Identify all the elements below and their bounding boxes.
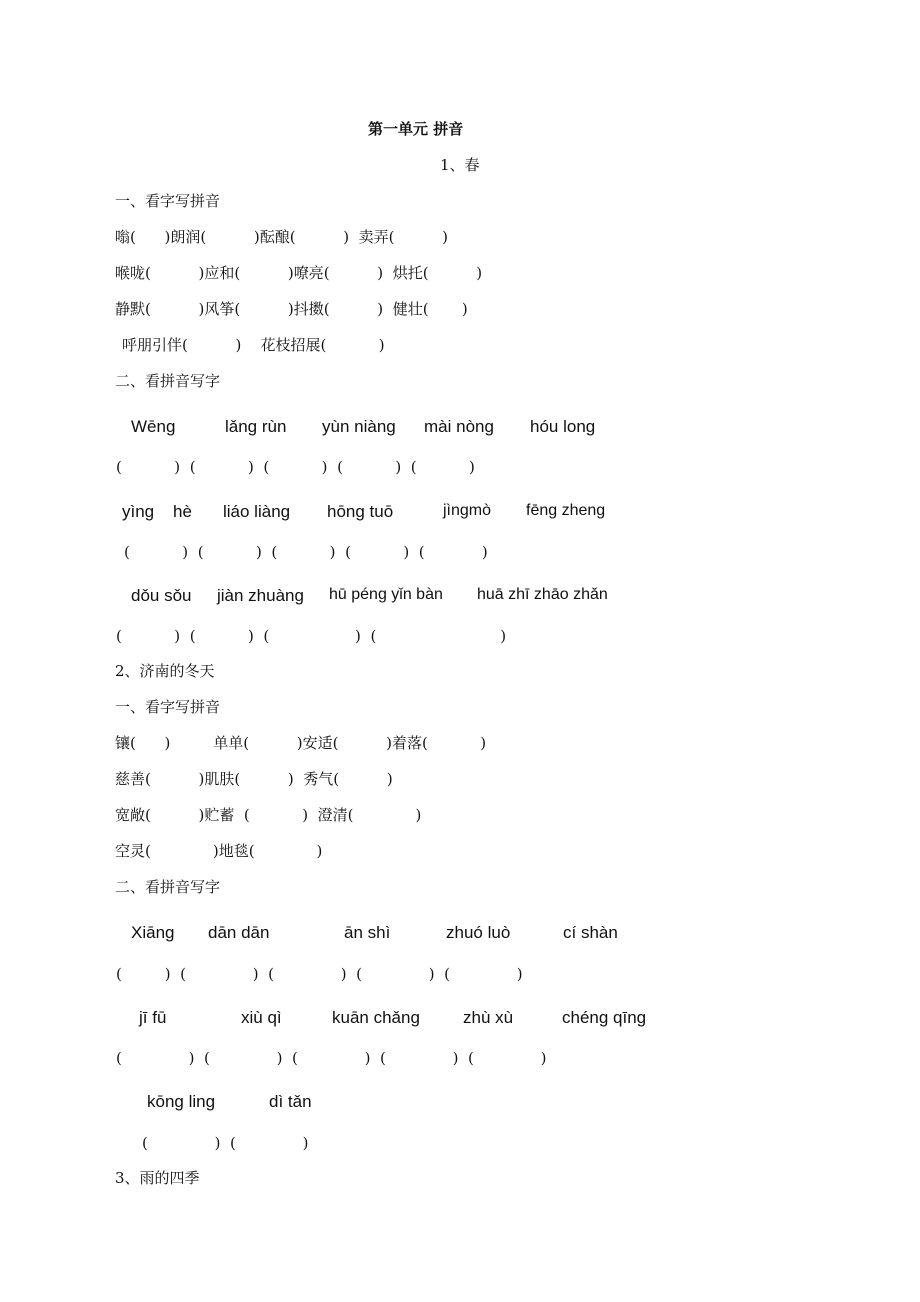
answer-blank-row: ( ) ( ) ( ) ( ) <box>116 627 507 645</box>
pinyin-word: dǒu sǒu <box>131 586 192 605</box>
pinyin-word: fēng zheng <box>526 502 606 519</box>
pinyin-word: huā zhī zhāo zhǎn <box>477 586 608 603</box>
lesson-2-char-line-3: 宽敞( )贮蓄 ( ) 澄清( ) <box>115 806 422 824</box>
pinyin-word: liáo liàng <box>223 502 291 521</box>
pinyin-word: yùn niàng <box>322 417 396 436</box>
pinyin-word: dì tǎn <box>269 1092 312 1111</box>
answer-blank-row: ( ) ( ) <box>142 1134 309 1152</box>
pinyin-word: mài nòng <box>424 417 494 436</box>
answer-blank-row: ( ) ( ) ( ) ( ) ( ) <box>124 543 488 561</box>
lesson-1-title: 1、春 <box>440 156 480 174</box>
answer-blank-row: ( ) ( ) ( ) ( ) ( ) <box>116 1049 547 1067</box>
pinyin-word: jìngmò <box>443 502 492 519</box>
answer-blank-row: ( ) ( ) ( ) ( ) ( ) <box>116 965 523 983</box>
pinyin-word: kuān chǎng <box>332 1008 420 1027</box>
lesson-1-char-line-2: 喉咙( )应和( )嘹亮( ) 烘托( ) <box>115 264 483 282</box>
pinyin-word: zhuó luò <box>446 923 511 942</box>
lesson-2-char-line-1: 镶( ) 单单( )安适( )着落( ) <box>115 734 487 752</box>
lesson-1-section-2-heading: 二、看拼音写字 <box>115 372 221 390</box>
lesson-3-title: 3、雨的四季 <box>115 1169 200 1187</box>
pinyin-word: hè <box>173 502 192 521</box>
pinyin-word: hóu long <box>530 417 596 436</box>
pinyin-word: dān dān <box>208 923 270 942</box>
lesson-1-char-line-3: 静默( )风筝( )抖擞( ) 健壮( ) <box>115 300 468 318</box>
pinyin-word: hōng tuō <box>327 502 394 521</box>
lesson-2-char-line-4: 空灵( )地毯( ) <box>115 842 323 860</box>
lesson-2-title: 2、济南的冬天 <box>115 662 215 680</box>
lesson-1-section-1-heading: 一、看字写拼音 <box>115 192 221 210</box>
lesson-2-char-line-2: 慈善( )肌肤( ) 秀气( ) <box>115 770 393 788</box>
pinyin-word: Wēng <box>131 417 176 436</box>
lesson-1-char-line-4: 呼朋引伴( ) 花枝招展( ) <box>122 336 385 354</box>
pinyin-word: jiàn zhuàng <box>217 586 304 605</box>
pinyin-word: jī fū <box>139 1008 167 1027</box>
unit-title: 第一单元 拼音 <box>368 120 464 138</box>
pinyin-word: Xiāng <box>131 923 175 942</box>
pinyin-word: yìng <box>122 502 155 521</box>
lesson-2-section-2-heading: 二、看拼音写字 <box>115 878 221 896</box>
pinyin-word: chéng qīng <box>562 1008 647 1027</box>
pinyin-word: lǎng rùn <box>225 417 287 436</box>
lesson-1-char-line-1: 嗡( )朗润( )酝酿( ) 卖弄( ) <box>115 228 449 246</box>
pinyin-word: kōng ling <box>147 1092 216 1111</box>
pinyin-word: zhù xù <box>463 1008 514 1027</box>
pinyin-word: hū péng yǐn bàn <box>329 586 443 603</box>
pinyin-word: cí shàn <box>563 923 618 942</box>
pinyin-word: xiù qì <box>241 1008 282 1027</box>
pinyin-word: ān shì <box>344 923 391 942</box>
answer-blank-row: ( ) ( ) ( ) ( ) ( ) <box>116 458 475 476</box>
lesson-2-section-1-heading: 一、看字写拼音 <box>115 698 221 716</box>
